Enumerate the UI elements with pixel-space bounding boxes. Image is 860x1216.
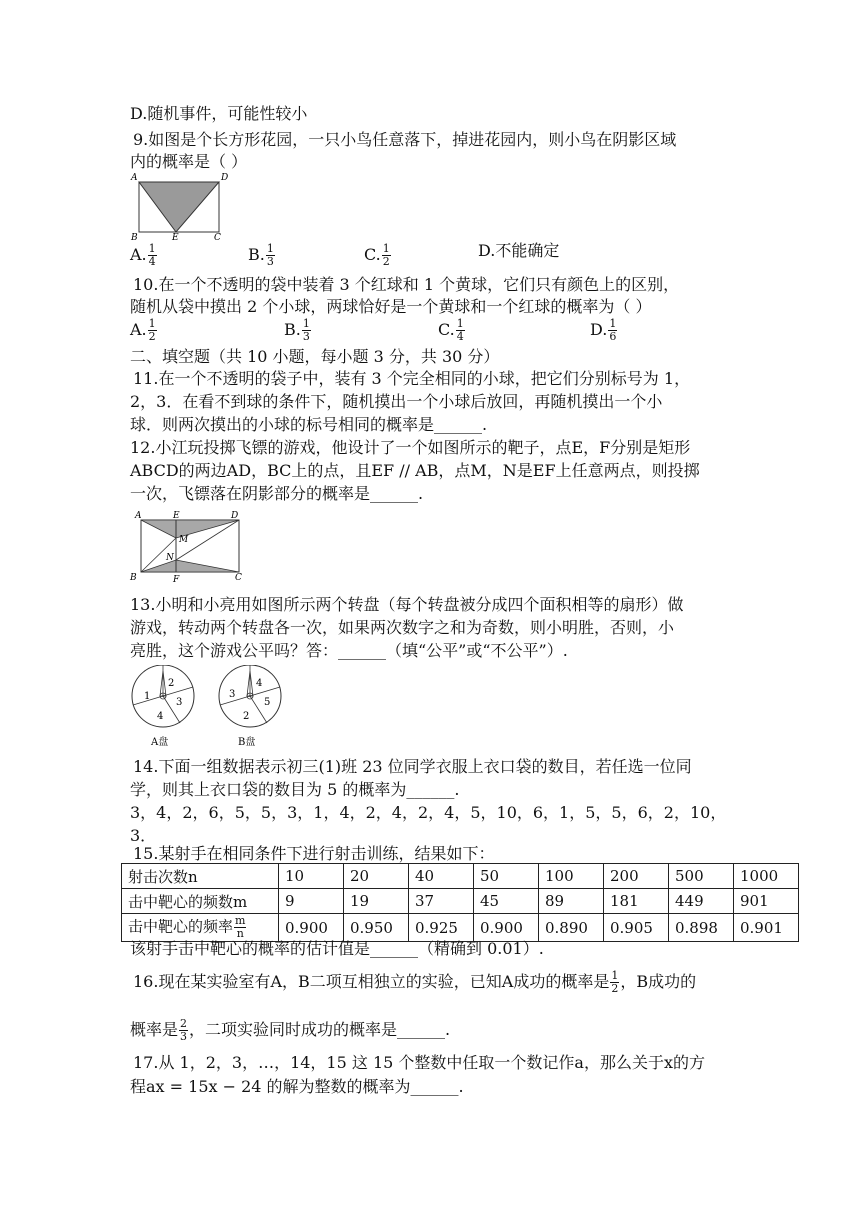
table-cell: 10 [279,864,344,889]
q9-option-d: D.不能确定 [478,241,560,260]
q12-stem-line1: 12.小江玩投掷飞镖的游戏，他设计了一个如图所示的靶子，点E，F分别是矩形 [130,438,691,457]
fig12-label-e: E [173,511,180,521]
table-cell: 181 [604,889,669,914]
spinner-a-num-3: 3 [176,697,183,708]
q8-option-d: D.随机事件，可能性较小 [130,104,308,123]
q9-stem-line2: 内的概率是（ ） [130,152,248,171]
table-row [122,889,799,914]
q12-dartboard-figure [128,508,250,586]
q17-stem-line2: 程ax = 15x − 24 的解为整数的概率为______. [130,1077,464,1096]
table-header-cell: 射击次数n [122,864,279,889]
q15-results-table [121,863,799,942]
table-cell: 20 [344,864,409,889]
q16-stem-line1: 16.现在某实验室有A，B二项互相独立的实验，已知A成功的概率是 $\frac{1}{2}$ ，B成功的 [133,969,697,995]
q14-data-line1: 3，4，2，6，5，5，3，1，4，2，4，2，4，5，10，6，1，5，5，6，2，10， [130,803,727,822]
q10-option-b: B. $\frac{1}{3}$ [284,317,310,343]
q13-stem-line2: 游戏，转动两个转盘各一次，如果两次数字之和为奇数，则小明胜，否则，小 [130,618,675,637]
q11-stem-line2: 2，3．在看不到球的条件下，随机摸出一个小球后放回，再随机摸出一个小 [130,392,663,411]
table-cell: 37 [409,889,474,914]
table-cell: 100 [539,864,604,889]
table-row [122,864,799,889]
table-cell: 449 [669,889,734,914]
q14-stem-line1: 14.下面一组数据表示初三(1)班 23 位同学衣服上衣口袋的数目，若任选一位同 [133,757,692,776]
table-cell: 89 [539,889,604,914]
q13-stem-line1: 13.小明和小亮用如图所示两个转盘（每个转盘被分成四个面积相等的扇形）做 [130,595,684,614]
spinner-b [215,665,291,749]
q15-stem: 15.某射手在相同条件下进行射击训练，结果如下： [133,844,495,863]
spinner-a-num-1: 1 [144,691,151,702]
q12-stem-line2: ABCD的两边AD，BC上的点，且EF // AB，点M，N是EF上任意两点，则投掷 [130,461,700,480]
spinner-a-caption: A盘 [151,737,169,748]
fig12-label-c: C [235,573,242,583]
table-cell: 0.898 [669,914,734,942]
fig12-label-f: F [173,575,180,585]
fig9-label-d: D [221,173,229,183]
fig9-label-e: E [172,233,179,242]
fig12-label-d: D [231,511,239,521]
table-cell: 9 [279,889,344,914]
q17-stem-line1: 17.从 1，2，3，…，14，15 这 15 个整数中任取一个数记作a，那么关于x的方 [133,1053,705,1072]
table-cell: 0.900 [279,914,344,942]
table-cell: 500 [669,864,734,889]
q10-option-d: D. $\frac{1}{6}$ [590,317,617,343]
fig12-label-a: A [135,511,142,521]
spinner-b-caption: B盘 [238,737,256,748]
q10-option-c: C. $\frac{1}{4}$ [438,317,464,343]
spinner-b-num-4: 4 [256,678,263,689]
table-cell: 19 [344,889,409,914]
table-cell: 50 [474,864,539,889]
q10-stem-line2: 随机从袋中摸出 2 个小球，两球恰好是一个黄球和一个红球的概率为（ ） [130,297,652,316]
table-cell: 1000 [734,864,799,889]
q12-stem-line3: 一次，飞镖落在阴影部分的概率是______. [130,484,424,503]
table-cell: 200 [604,864,669,889]
q9-option-b: B. $\frac{1}{3}$ [248,242,274,268]
fig9-label-b: B [131,233,138,242]
section-2-heading: 二、填空题（共 10 小题，每小题 3 分，共 30 分） [130,347,500,366]
fig12-label-b: B [130,573,137,583]
table-cell: 0.905 [604,914,669,942]
table-cell: 0.900 [474,914,539,942]
q9-rectangle-figure [128,170,230,242]
spinner-b-num-2: 2 [243,711,250,722]
q9-option-c: C. $\frac{1}{2}$ [364,242,390,268]
table-cell: 45 [474,889,539,914]
table-header-cell: 击中靶心的频率 $\frac{m}{n}$ [122,914,279,942]
q9-option-a: A. $\frac{1}{4}$ [130,242,156,268]
spinner-a [128,665,204,749]
fig9-label-c: C [214,233,221,242]
table-cell: 901 [734,889,799,914]
q9-stem-line1: 9.如图是个长方形花园，一只小鸟任意落下，掉进花园内，则小鸟在阴影区域 [133,130,677,149]
spinner-a-num-4: 4 [157,711,164,722]
q15-question: 该射手击中靶心的概率的估计值是______（精确到 0.01）. [130,939,544,958]
spinner-b-num-3: 3 [229,689,236,700]
fig9-label-a: A [131,173,138,183]
q11-stem-line3: 球．则两次摸出的小球的标号相同的概率是______. [130,415,488,434]
q16-stem-line2: 概率是 $\frac{2}{3}$ ，二项实验同时成功的概率是______. [130,1017,451,1043]
q14-stem-line2: 学，则其上衣口袋的数目为 5 的概率为______. [130,780,460,799]
fig12-label-n: N [166,553,174,563]
table-cell: 0.890 [539,914,604,942]
q13-stem-line3: 亮胜，这个游戏公平吗？答：______（填“公平”或“不公平”）. [130,641,568,660]
table-cell: 40 [409,864,474,889]
spinner-b-num-5: 5 [264,697,271,708]
table-cell: 0.901 [734,914,799,942]
table-header-cell: 击中靶心的频数m [122,889,279,914]
q10-stem-line1: 10.在一个不透明的袋中装着 3 个红球和 1 个黄球，它们只有颜色上的区别， [133,275,680,294]
q11-stem-line1: 11.在一个不透明的袋子中，装有 3 个完全相同的小球，把它们分别标号为 1， [133,369,691,388]
table-cell: 0.950 [344,914,409,942]
table-cell: 0.925 [409,914,474,942]
q10-option-a: A. $\frac{1}{2}$ [130,317,156,343]
q14-data-line2: 3． [130,826,157,845]
fig12-label-m: M [179,535,189,545]
spinner-a-num-2: 2 [168,678,175,689]
